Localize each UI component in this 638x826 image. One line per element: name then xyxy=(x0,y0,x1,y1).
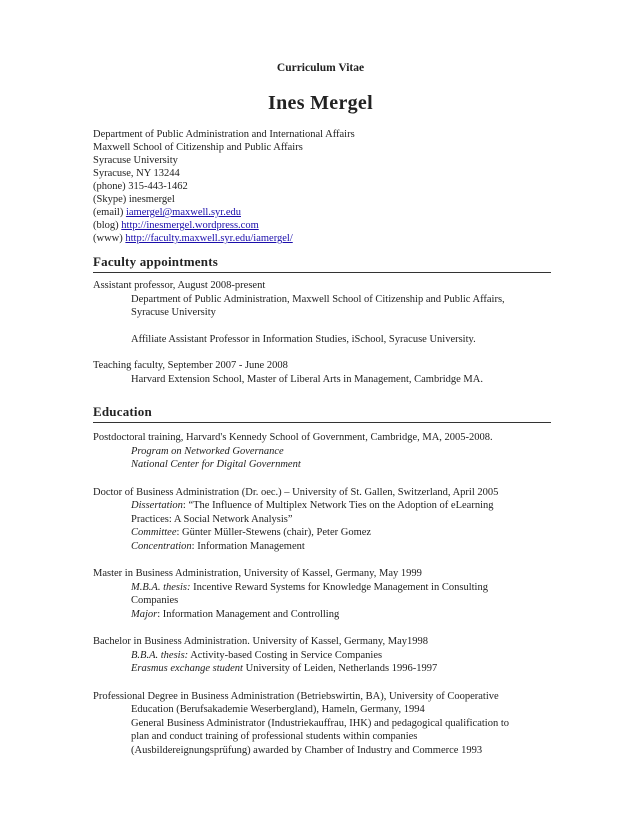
contact-block xyxy=(93,128,548,245)
blog-link[interactable]: http://inesmergel.wordpress.com xyxy=(121,220,259,231)
appointment-detail: Affiliate Assistant Professor in Information Studies, iSchool, Syracuse University. xyxy=(131,333,476,345)
education-heading: Education xyxy=(93,404,551,423)
detail-label: Major xyxy=(131,608,158,620)
detail-label: Erasmus exchange student xyxy=(131,663,243,674)
education-title: Doctor of Business Administration (Dr. oec.) – University of St. Gallen, Switzerland, April 2005 xyxy=(93,486,499,498)
detail-label: M.B.A. thesis: xyxy=(131,581,191,593)
education-detail xyxy=(93,540,548,554)
education-detail: National Center for Digital Government xyxy=(131,459,301,470)
detail-text: Incentive Reward Systems for Knowledge Management in Consulting xyxy=(190,581,488,593)
detail-label: Dissertation xyxy=(131,500,183,511)
education-title: Bachelor in Business Administration. University of Kassel, Germany, May1998 xyxy=(93,636,428,647)
appointment-detail: Department of Public Administration, Maxwell School of Citizenship and Public Affairs, xyxy=(131,293,505,305)
document-label: Curriculum Vitae xyxy=(276,62,365,74)
education-title: Professional Degree in Business Administration (Betriebswirtin, BA), University of Cooperative xyxy=(93,690,499,702)
email-prefix: (email) xyxy=(93,207,126,218)
faculty-appointments-heading: Faculty appointments xyxy=(93,254,551,273)
blog-prefix: (blog) xyxy=(93,220,122,231)
contact-email-row xyxy=(93,206,548,219)
education-detail: (Ausbildereignungsprüfung) awarded by Chamber of Industry and Commerce 1993 xyxy=(131,744,483,756)
email-link[interactable]: iamergel@maxwell.syr.edu xyxy=(125,207,241,218)
detail-label: Concentration xyxy=(131,540,192,552)
appointment-detail: Syracuse University xyxy=(131,307,216,318)
education-detail: Companies xyxy=(131,595,179,606)
www-prefix: (www) xyxy=(93,233,126,244)
detail-text: Activity-based Costing in Service Companies xyxy=(188,649,383,661)
detail-label: B.B.A. thesis: xyxy=(131,649,189,661)
education-detail xyxy=(93,608,548,622)
appointment-detail: Harvard Extension School, Master of Liberal Arts in Management, Cambridge MA. xyxy=(131,373,483,385)
contact-www-row xyxy=(93,232,548,245)
detail-label: Committee xyxy=(131,527,177,538)
education-detail: Education (Berufsakademie Weserbergland), Hameln, Germany, 1994 xyxy=(131,704,425,715)
contact-school: Maxwell School of Citizenship and Public Affairs xyxy=(93,142,303,153)
cv-page xyxy=(93,60,548,757)
contact-city: Syracuse, NY 13244 xyxy=(93,168,180,179)
appointment-title: Assistant professor, August 2008-present xyxy=(93,280,266,291)
contact-skype: (Skype) inesmergel xyxy=(93,194,175,205)
education-detail xyxy=(93,649,548,663)
contact-department: Department of Public Administration and International Affairs xyxy=(93,129,355,140)
education-detail xyxy=(93,499,548,513)
education-detail xyxy=(93,662,548,676)
education-detail: Practices: A Social Network Analysis” xyxy=(131,513,293,525)
education-detail xyxy=(93,581,548,595)
detail-text: University of Leiden, Netherlands 1996-1997 xyxy=(242,663,438,674)
detail-text: : Information Management xyxy=(191,540,305,552)
detail-text: : “The Influence of Multiplex Network Ties on the Adoption of eLearning xyxy=(182,500,494,511)
website-link[interactable]: http://faculty.maxwell.syr.edu/iamergel/ xyxy=(125,233,293,244)
education-title: Postdoctoral training, Harvard's Kennedy School of Government, Cambridge, MA, 2005-2008. xyxy=(93,432,493,443)
contact-university: Syracuse University xyxy=(93,155,178,166)
education-title: Master in Business Administration, University of Kassel, Germany, May 1999 xyxy=(93,568,422,579)
education-detail: plan and conduct training of professional students within companies xyxy=(131,731,418,742)
appointment-title: Teaching faculty, September 2007 - June 2008 xyxy=(93,360,288,371)
contact-phone: (phone) 315-443-1462 xyxy=(93,181,188,192)
contact-blog-row xyxy=(93,219,548,232)
education-detail: General Business Administrator (Industriekauffrau, IHK) and pedagogical qualification to xyxy=(131,717,509,729)
education-detail xyxy=(93,526,548,540)
education-detail: Program on Networked Governance xyxy=(131,445,284,457)
person-name: Ines Mergel xyxy=(268,92,373,114)
detail-text: : Information Management and Controlling xyxy=(157,608,340,620)
detail-text: : Günter Müller-Stewens (chair), Peter Gomez xyxy=(176,527,372,538)
